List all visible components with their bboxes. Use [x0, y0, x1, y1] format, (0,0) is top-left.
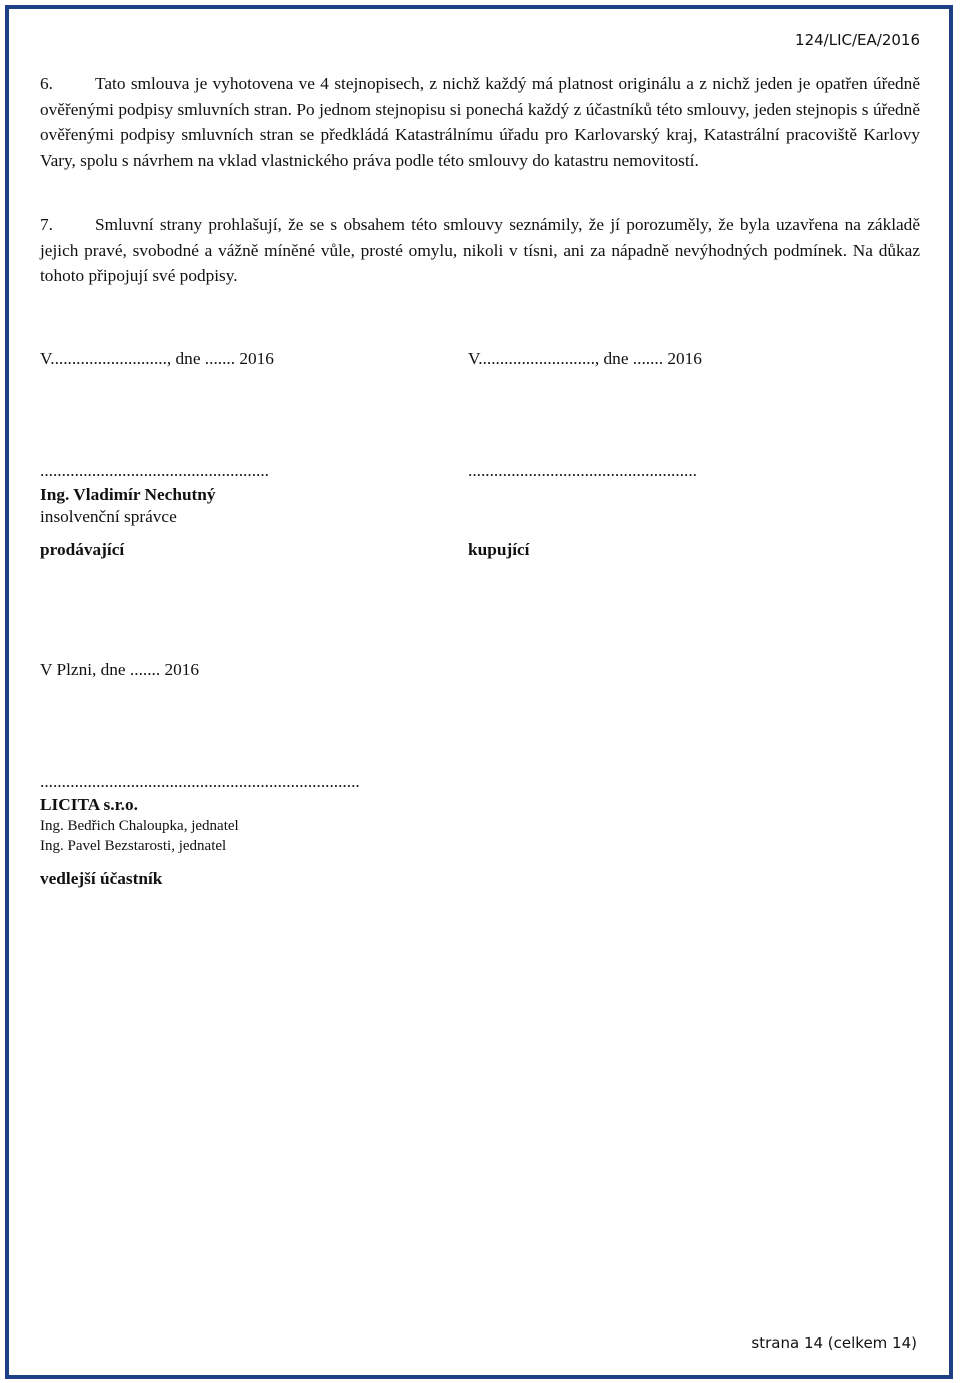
side-party-person-1: Ing. Bedřich Chaloupka, jednatel [40, 818, 239, 834]
paragraph-7-text: Smluvní strany prohlašují, že se s obsahem této smlouvy seznámily, že jí porozuměly, že byla uzavřena na základě jejich pravé, svobodné a vážně míněné vůle, prosté omylu, nikoli v tísni, ani za nápadně nevýhodných podmínek. Na důkaz tohoto připojují své podpisy. [40, 215, 920, 286]
paragraph-6-number: 6. [40, 74, 53, 93]
seller-title: insolvenční správce [40, 507, 177, 526]
side-party-company: LICITA s.r.o. [40, 795, 138, 814]
side-party-role: vedlejší účastník [40, 869, 163, 888]
seller-role: prodávající [40, 540, 125, 559]
seller-name: Ing. Vladimír Nechutný [40, 485, 216, 504]
buyer-role: kupující [468, 540, 530, 559]
paragraph-7 [40, 212, 920, 289]
document-reference: 124/LIC/EA/2016 [795, 31, 920, 49]
paragraph-6 [40, 71, 920, 173]
paragraph-6-text: Tato smlouva je vyhotovena ve 4 stejnopisech, z nichž každý má platnost originálu a z nichž jeden je opatřen úředně ověřenými podpisy smluvních stran. Po jednom stejnopisu si ponechá každý z účastníků této smlouvy, jeden stejnopis s úředně ověřenými podpisy smluvních stran se předkládá Katastrálnímu úřadu pro Karlovarský kraj, Katastrální pracoviště Karlovy Vary, spolu s návrhem na vklad vlastnického práva podle této smlouvy do katastru nemovitostí. [40, 74, 920, 170]
seller-signature-line: ..................................................... [40, 461, 269, 480]
buyer-signature-line: ..................................................... [468, 461, 697, 480]
side-party-person-2: Ing. Pavel Bezstarosti, jednatel [40, 838, 227, 854]
side-party-signature-line: .......................................................................... [40, 772, 360, 791]
side-party-place-date: V Plzni, dne ....... 2016 [40, 660, 200, 679]
buyer-place-date: V..........................., dne ....... 2016 [468, 349, 702, 368]
seller-place-date: V..........................., dne ....... 2016 [40, 349, 274, 368]
page-number: strana 14 (celkem 14) [751, 1334, 917, 1352]
paragraph-7-number: 7. [40, 215, 53, 234]
